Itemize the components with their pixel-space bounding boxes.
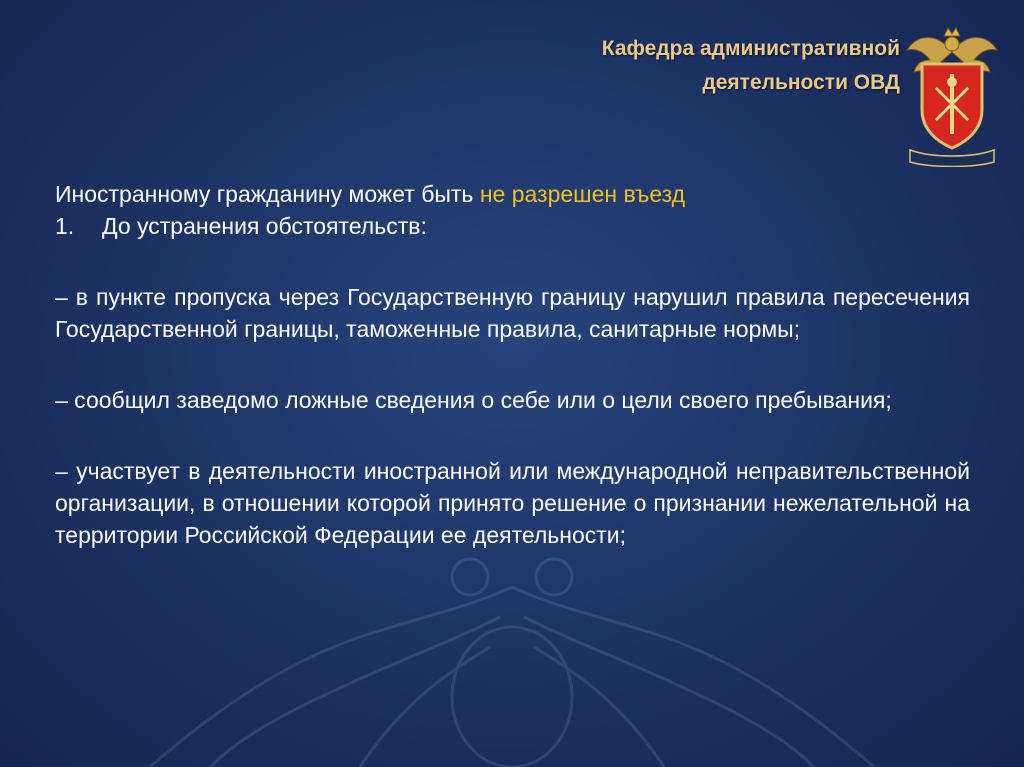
intro-highlight: не разрешен въезд xyxy=(479,181,686,207)
intro-line xyxy=(55,178,970,210)
intro-prefix: Иностранному гражданину может быть xyxy=(55,181,480,207)
police-eagle-emblem-icon xyxy=(902,22,1002,167)
numbered-item xyxy=(55,210,970,242)
department-title-line2: деятельности ОВД xyxy=(702,71,900,94)
department-title-line1: Кафедра административной xyxy=(601,37,900,60)
department-title xyxy=(580,32,900,100)
bullet-border-violation: – в пункте пропуска через Государственную границу нарушил правила пересечения Государственной границы, таможенные правила, санитарные нормы; xyxy=(55,284,970,342)
bullet-undesirable-organization: – участвует в деятельности иностранной или международной неправительственной организации, в отношении которой принято решение о признании нежелательной на территории Российской Федерации ее деятельности; xyxy=(55,458,970,548)
slide-body xyxy=(55,178,970,551)
eagle-watermark-icon xyxy=(0,547,1024,767)
item-text: До устранения обстоятельств: xyxy=(102,213,427,239)
item-number: 1. xyxy=(55,213,75,239)
bullet-false-information: – сообщил заведомо ложные сведения о себе или о цели своего пребывания; xyxy=(55,387,892,413)
